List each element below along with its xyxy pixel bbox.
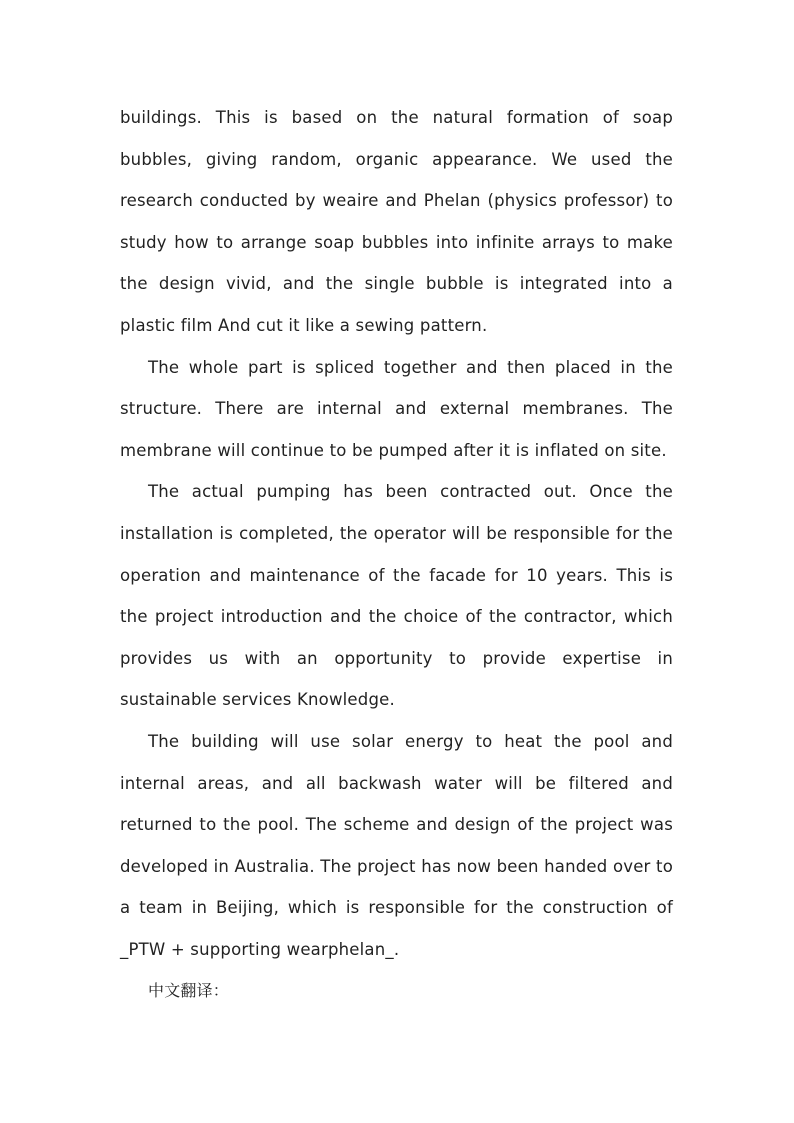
paragraph-continuation: buildings. This is based on the natural formation of soap bubbles, giving random, organic appearance. We used the research conducted by weaire and Phelan (physics professor) to study how to arrange soap bubbles into infinite arrays to make the design vivid, and the single bubble is integrated into a plastic film And cut it like a sewing pattern. — [120, 108, 673, 335]
paragraph-pumping: The actual pumping has been contracted out. Once the installation is completed, the operator will be responsible for the operation and maintenance of the facade for 10 years. This is the project introduction and the choice of the contractor, which provides us with an opportunity to provide expertise in sustainable services Knowledge. — [120, 482, 673, 710]
paragraph-membranes: The whole part is spliced together and then placed in the structure. There are internal and external membranes. The membrane will continue to be pumped after it is inflated on site. — [120, 357, 673, 460]
translation-heading: 中文翻译： — [148, 981, 230, 1001]
body-text — [120, 97, 673, 1012]
paragraph-solar-energy: The building will use solar energy to heat the pool and internal areas, and all backwash water will be filtered and returned to the pool. The scheme and design of the project was developed in Australia. The project has now been handed over to a team in Beijing, which is responsible for the construction of _PTW + supporting wearphelan_. — [120, 731, 673, 959]
